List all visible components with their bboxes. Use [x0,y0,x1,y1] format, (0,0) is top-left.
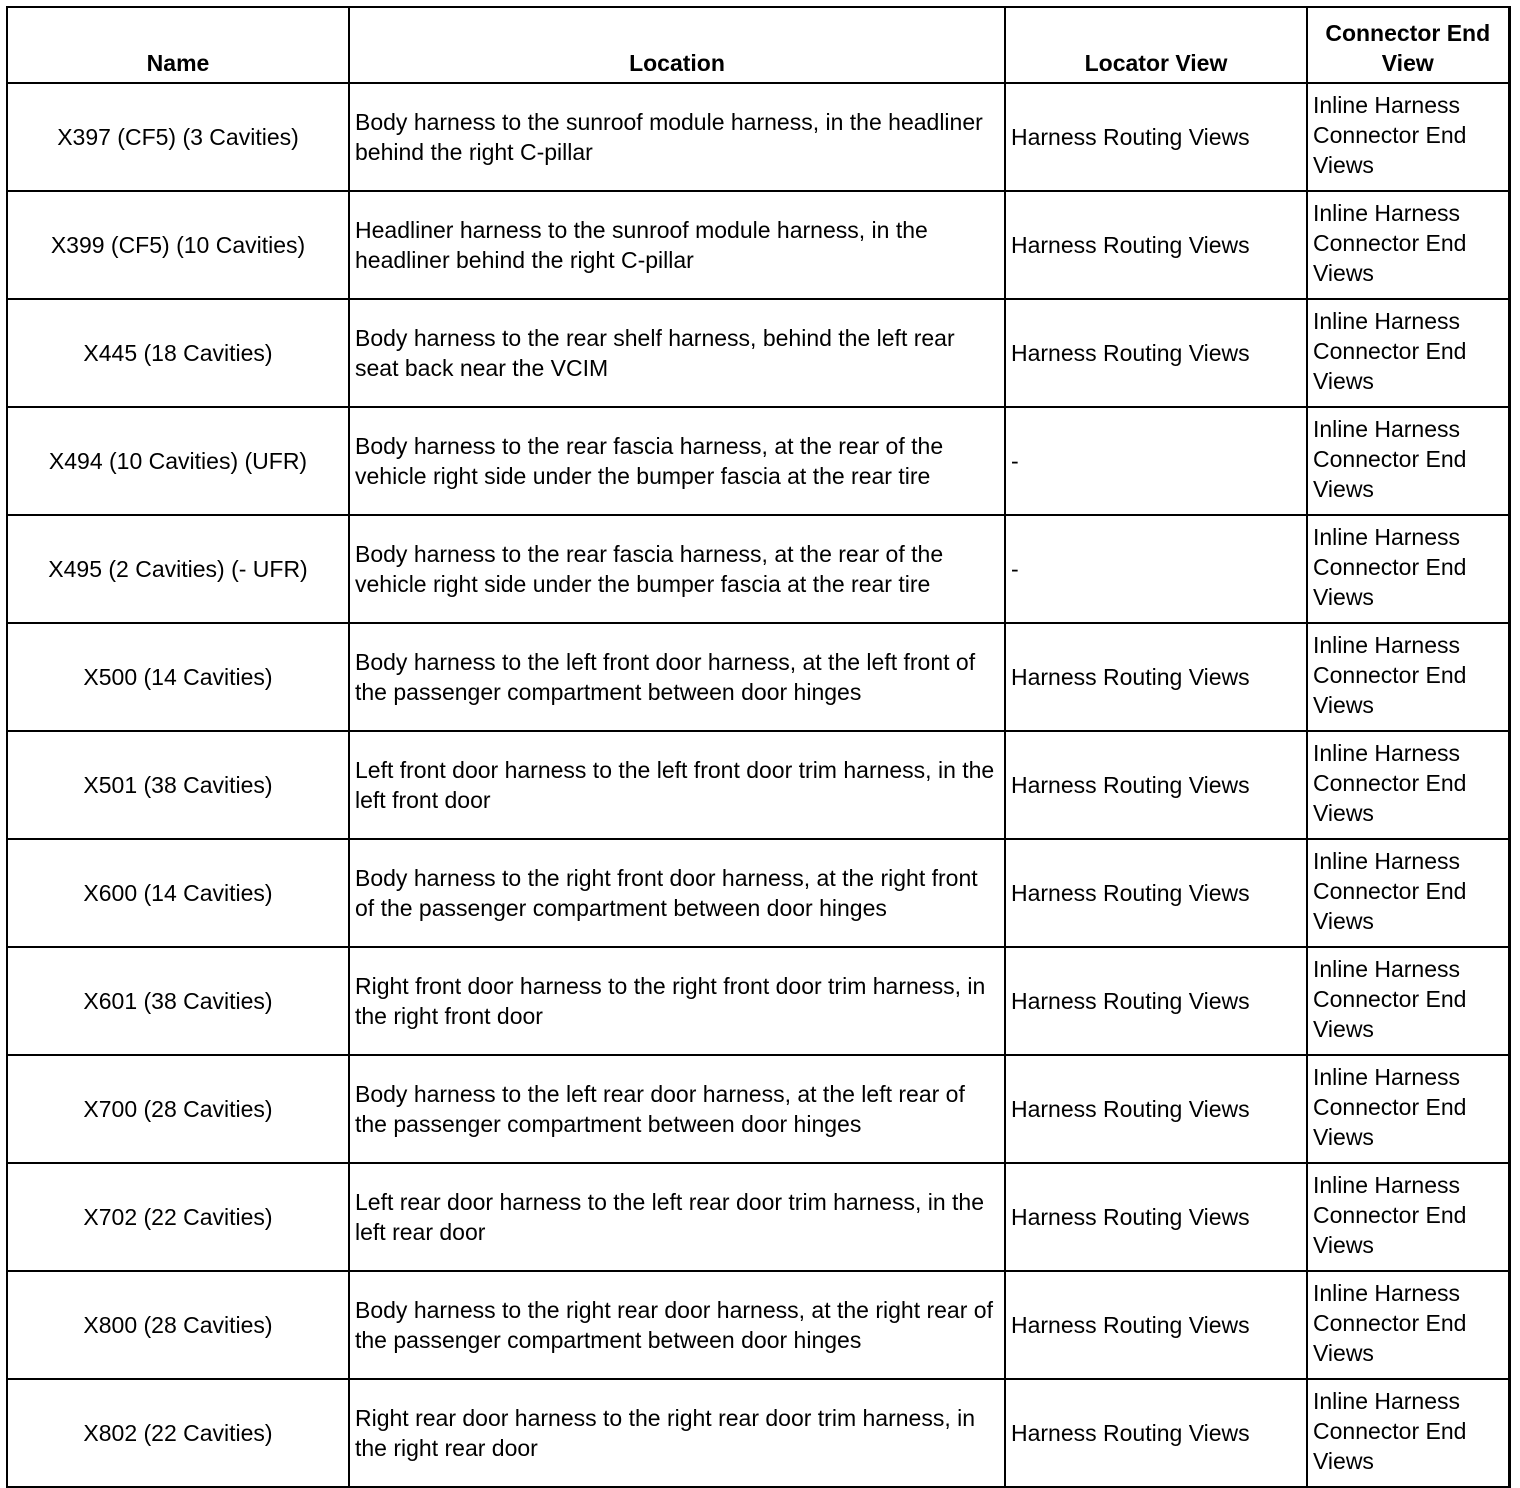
connector-end-view-link[interactable]: Inline Harness Connector End Views [1307,623,1509,731]
table-row [7,191,1509,299]
locator-view-link[interactable]: Harness Routing Views [1005,947,1307,1055]
connector-end-view-link[interactable]: Inline Harness Connector End Views [1307,515,1509,623]
connector-name: X397 (CF5) (3 Cavities) [7,83,349,191]
connector-location: Body harness to the left rear door harness, at the left rear of the passenger compartment between door hinges [349,1055,1005,1163]
table-row [7,947,1509,1055]
connector-name: X445 (18 Cavities) [7,299,349,407]
connector-name: X702 (22 Cavities) [7,1163,349,1271]
connector-location: Body harness to the left front door harness, at the left front of the passenger compartment between door hinges [349,623,1005,731]
locator-view-link[interactable]: Harness Routing Views [1005,1163,1307,1271]
locator-view-link[interactable]: Harness Routing Views [1005,839,1307,947]
table-row [7,1055,1509,1163]
connector-location: Right rear door harness to the right rear door trim harness, in the right rear door [349,1379,1005,1487]
connector-name: X600 (14 Cavities) [7,839,349,947]
connector-location: Body harness to the right rear door harness, at the right rear of the passenger compartment between door hinges [349,1271,1005,1379]
connector-end-view-link[interactable]: Inline Harness Connector End Views [1307,1055,1509,1163]
connector-location: Body harness to the rear fascia harness, at the rear of the vehicle right side under the bumper fascia at the rear tire [349,407,1005,515]
locator-view-link[interactable]: Harness Routing Views [1005,731,1307,839]
connector-end-view-link[interactable]: Inline Harness Connector End Views [1307,83,1509,191]
table-row [7,731,1509,839]
table-row [7,299,1509,407]
locator-view-link[interactable]: Harness Routing Views [1005,623,1307,731]
locator-view-link[interactable]: Harness Routing Views [1005,191,1307,299]
connector-end-view-link[interactable]: Inline Harness Connector End Views [1307,947,1509,1055]
connector-end-view-link[interactable]: Inline Harness Connector End Views [1307,407,1509,515]
table-row [7,1271,1509,1379]
locator-view-link[interactable]: Harness Routing Views [1005,299,1307,407]
connector-end-view-link[interactable]: Inline Harness Connector End Views [1307,731,1509,839]
connector-location: Body harness to the sunroof module harness, in the headliner behind the right C-pillar [349,83,1005,191]
connector-name: X495 (2 Cavities) (- UFR) [7,515,349,623]
connector-location: Headliner harness to the sunroof module harness, in the headliner behind the right C-pillar [349,191,1005,299]
connector-end-view-link[interactable]: Inline Harness Connector End Views [1307,1271,1509,1379]
table-row [7,1163,1509,1271]
header-location: Location [349,7,1005,83]
locator-view-link[interactable]: Harness Routing Views [1005,1379,1307,1487]
locator-view-link[interactable]: Harness Routing Views [1005,83,1307,191]
connector-table [6,6,1511,1488]
connector-end-view-link[interactable]: Inline Harness Connector End Views [1307,1379,1509,1487]
connector-end-view-link[interactable]: Inline Harness Connector End Views [1307,839,1509,947]
header-connector-end-view: Connector End View [1307,7,1509,83]
locator-view-link[interactable]: Harness Routing Views [1005,1055,1307,1163]
connector-name: X494 (10 Cavities) (UFR) [7,407,349,515]
table-row [7,83,1509,191]
locator-view-value: - [1005,407,1307,515]
connector-name: X501 (38 Cavities) [7,731,349,839]
connector-name: X500 (14 Cavities) [7,623,349,731]
locator-view-value: - [1005,515,1307,623]
connector-name: X399 (CF5) (10 Cavities) [7,191,349,299]
header-locator-view: Locator View [1005,7,1307,83]
connector-location: Body harness to the rear shelf harness, behind the left rear seat back near the VCIM [349,299,1005,407]
connector-location: Body harness to the right front door harness, at the right front of the passenger compartment between door hinges [349,839,1005,947]
connector-end-view-link[interactable]: Inline Harness Connector End Views [1307,1163,1509,1271]
connector-location: Left front door harness to the left front door trim harness, in the left front door [349,731,1005,839]
connector-location: Left rear door harness to the left rear door trim harness, in the left rear door [349,1163,1005,1271]
connector-name: X700 (28 Cavities) [7,1055,349,1163]
connector-location: Body harness to the rear fascia harness, at the rear of the vehicle right side under the bumper fascia at the rear tire [349,515,1005,623]
connector-name: X601 (38 Cavities) [7,947,349,1055]
table-row [7,839,1509,947]
table-row [7,515,1509,623]
locator-view-link[interactable]: Harness Routing Views [1005,1271,1307,1379]
connector-end-view-link[interactable]: Inline Harness Connector End Views [1307,191,1509,299]
table-header-row [7,7,1509,83]
connector-name: X802 (22 Cavities) [7,1379,349,1487]
table-row [7,1379,1509,1487]
table-row [7,623,1509,731]
table-row [7,407,1509,515]
header-name: Name [7,7,349,83]
connector-end-view-link[interactable]: Inline Harness Connector End Views [1307,299,1509,407]
connector-location: Right front door harness to the right front door trim harness, in the right front door [349,947,1005,1055]
connector-name: X800 (28 Cavities) [7,1271,349,1379]
